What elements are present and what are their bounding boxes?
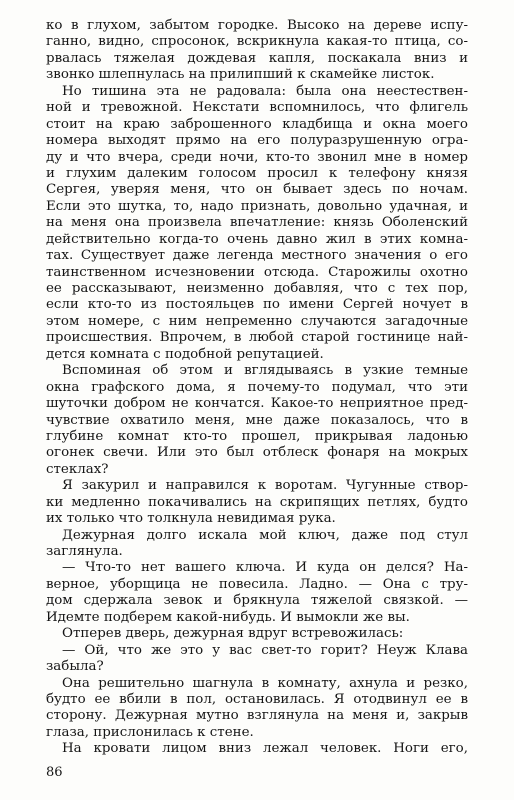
text-line: тах. Существует даже легенда местного значения о его <box>46 248 468 264</box>
paragraph <box>46 643 468 676</box>
text-line: Сергея, уверяя меня, что он бывает здесь по ночам. <box>46 182 468 198</box>
text-line: Если это шутка, то, надо признать, довольно удачная, и <box>46 198 468 214</box>
text-line: этом номере, с ним непременно случаются загадочные <box>46 313 468 329</box>
text-line: — Что-то нет вашего ключа. И куда он делся? На- <box>62 560 468 576</box>
text-line: дется комната с подобной репутацией. <box>46 346 324 362</box>
text-line: их только что толкнула невидимая рука. <box>46 511 336 527</box>
text-line: шуточки добром не кончатся. Какое-то неприятное пред- <box>46 396 468 412</box>
page-number: 86 <box>46 765 63 780</box>
text-line: ее рассказывают, неизменно добавляя, что с тех пор, <box>46 281 468 296</box>
paragraph <box>46 478 468 527</box>
text-line: ки медленно покачивались на скрипящих петлях, будто <box>46 494 468 510</box>
text-line: заглянула. <box>46 544 123 559</box>
text-line: На кровати лицом вниз лежал человек. Ноги его, <box>62 741 468 757</box>
paragraph <box>46 84 468 363</box>
text-line: рвалась тяжелая дождевая капля, поскакала вниз и <box>46 50 468 66</box>
text-line: Она решительно шагнула в комнату, ахнула и резко, <box>62 675 468 691</box>
text-line: таинственном исчезновении отсюда. Старожилы охотно <box>46 264 468 280</box>
text-line: на меня она произвела впечатление: князь Оболенский <box>46 215 468 231</box>
text-line: ной и тревожной. Некстати вспомнилось, что флигель <box>46 100 468 116</box>
paragraph <box>46 363 468 478</box>
text-line: ду и что вчера, среди ночи, кто-то звонил мне в номер <box>46 149 468 165</box>
text-line: Я закурил и направился к воротам. Чугунные створ- <box>62 478 468 494</box>
text-line: происшествия. Впрочем, в любой старой гостинице най- <box>46 330 468 346</box>
text-line: — Ой, что же это у вас свет-то горит? Неуж Клава <box>62 642 468 658</box>
text-line: стоит на краю заброшенного кладбища и окна моего <box>46 116 468 132</box>
text-line: Дежурная долго искала мой ключ, даже под стул <box>62 527 468 543</box>
text-line: ганно, видно, спросонок, вскрикнула какая-то птица, со- <box>46 34 468 50</box>
text-line: глаза, прислонилась к стене. <box>46 724 254 740</box>
paragraph <box>46 560 468 626</box>
paragraph <box>46 528 468 561</box>
paragraph <box>46 741 468 757</box>
body-text <box>46 18 468 758</box>
text-line: и глухим далеким голосом просил к телефону князя <box>46 165 468 181</box>
text-line: огонек свечи. Или это был отблеск фонаря на мокрых <box>46 445 468 461</box>
text-line: сторону. Дежурная мутно взглянула на меня и, закрыв <box>46 708 468 724</box>
text-line: стеклах? <box>46 461 109 477</box>
paragraph <box>46 626 468 642</box>
text-line: чувствие охватило меня, мне даже показалось, что в <box>46 412 468 428</box>
paragraph <box>46 676 468 742</box>
text-line: Но тишина эта не радовала: была она неестествен- <box>62 83 468 99</box>
text-line: забыла? <box>46 659 104 675</box>
text-line: Отперев дверь, дежурная вдруг встревожилась: <box>62 626 404 642</box>
text-line: Идемте подберем какой-нибудь. И вымокли же вы. <box>46 609 410 625</box>
text-line: верное, уборщица не повесила. Ладно. — Она с тру- <box>46 576 468 592</box>
text-line: если кто-то из постояльцев по имени Сергей ночует в <box>46 297 468 313</box>
text-line: звонко шлепнулась на прилипший к скамейке листок. <box>46 67 435 83</box>
text-line: глубине комнат кто-то прошел, прикрывая ладонью <box>46 428 468 444</box>
paragraph <box>46 18 468 84</box>
text-line: дом сдержала зевок и брякнула тяжелой связкой. — <box>46 593 468 609</box>
text-line: Вспоминая об этом и вглядываясь в узкие темные <box>62 363 468 379</box>
text-line: будто ее вбили в пол, остановилась. Я отодвинул ее в <box>46 691 468 707</box>
text-line: ко в глухом, забытом городке. Высоко на дереве испу- <box>46 18 468 33</box>
text-line: действительно когда-то очень давно жил в этих комна- <box>46 231 468 247</box>
text-line: окна графского дома, я почему-то подумал, что эти <box>46 379 468 395</box>
text-line: номера выходят прямо на его полуразрушенную огра- <box>46 133 468 149</box>
